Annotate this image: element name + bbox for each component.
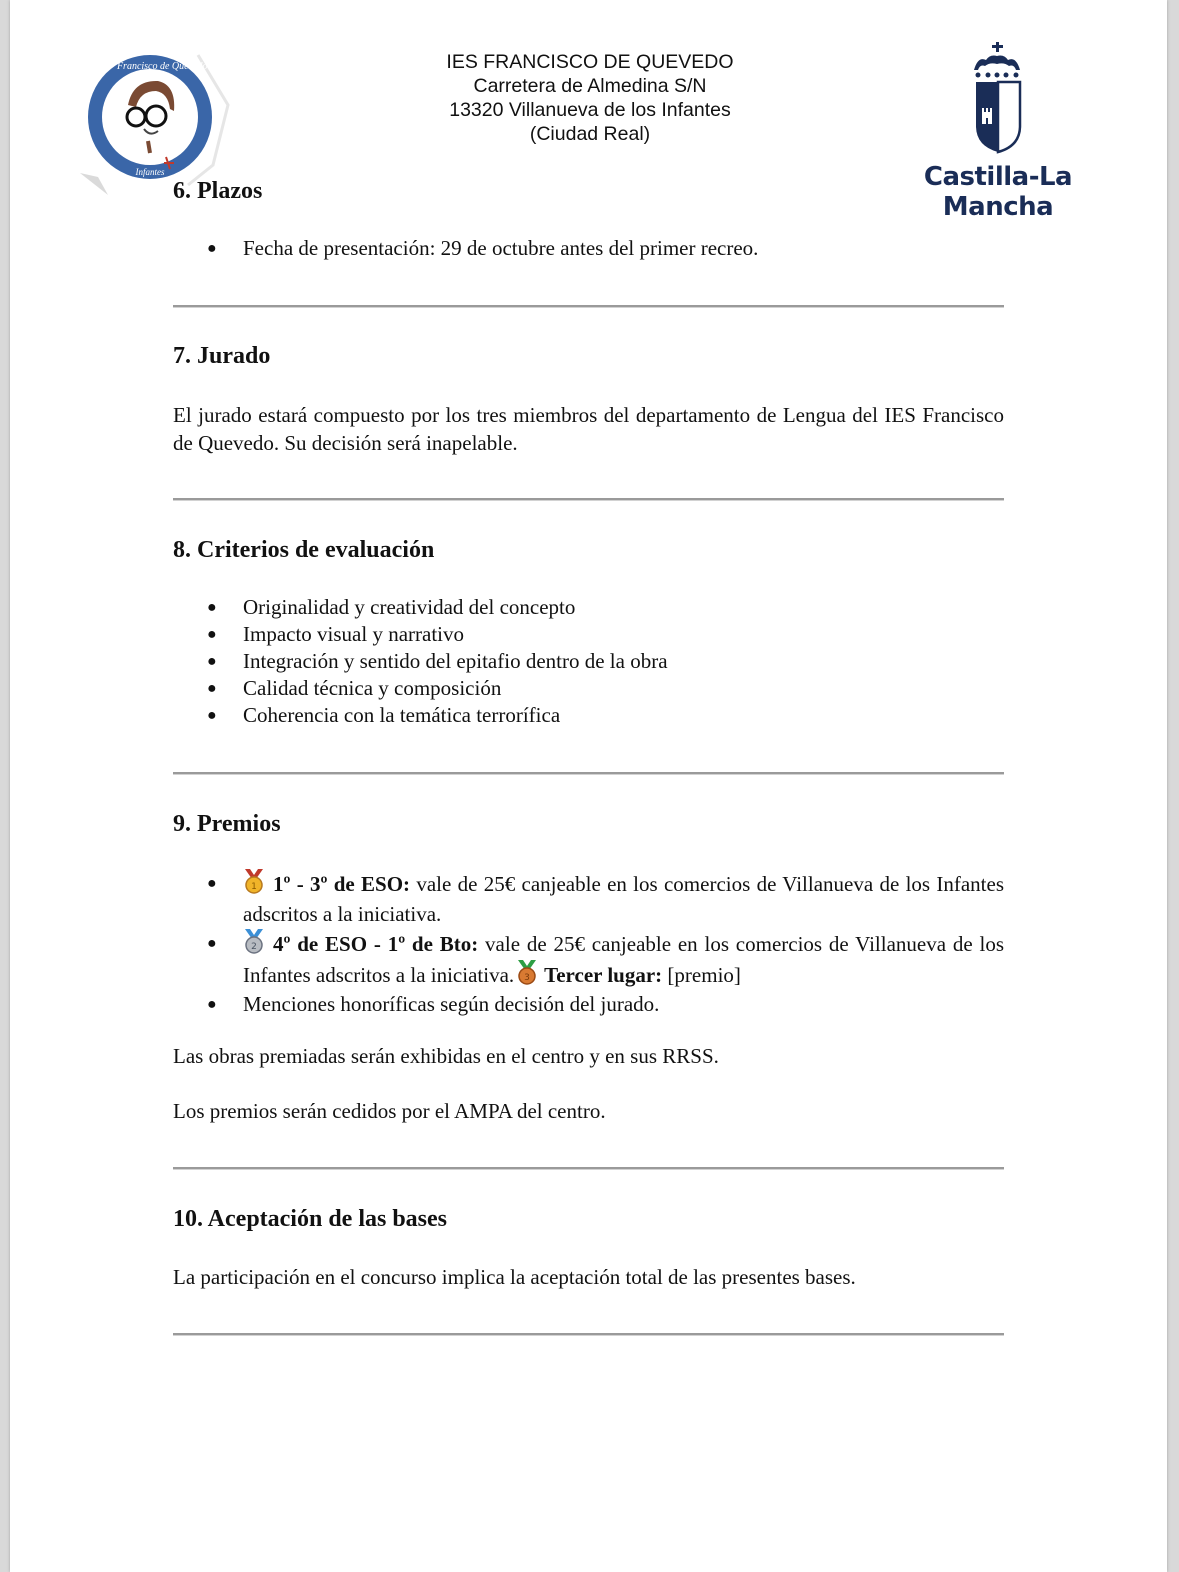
castilla-la-mancha-wordmark: Castilla-La Mancha: [923, 162, 1073, 222]
premios-list: [173, 869, 1004, 1020]
svg-text:1: 1: [251, 882, 257, 892]
bullet-icon: ●: [207, 599, 217, 616]
gold-medal-icon: [243, 869, 265, 894]
svg-text:I.E.S. "Francisco de Quevedo": I.E.S. "Francisco de Quevedo": [88, 61, 212, 72]
section-heading-plazos: 6. Plazos: [173, 178, 263, 204]
aceptacion-paragraph: La participación en el concurso implica la aceptación total de las presentes bases.: [173, 1265, 856, 1289]
school-seal-icon: [78, 45, 238, 195]
list-item: ● 1 1º - 3º de ESO: vale de 25€ canjeable en los comercios de Villanueva de los Infantes adscritos a la iniciativa.: [173, 869, 1004, 929]
address-line-1: Carretera de Almedina S/N: [473, 75, 707, 97]
bullet-icon: ●: [207, 707, 217, 724]
premios-note-exhibition: Las obras premiadas serán exhibidas en el centro y en sus RRSS.: [173, 1044, 719, 1068]
school-name: IES FRANCISCO DE QUEVEDO: [446, 51, 734, 73]
section-divider: [173, 498, 1004, 501]
bullet-icon: ●: [207, 935, 217, 952]
bullet-icon: ●: [207, 626, 217, 643]
school-logo: [78, 45, 238, 195]
bronze-medal-icon: [516, 960, 538, 985]
svg-text:Infantes: Infantes: [135, 167, 165, 177]
castilla-la-mancha-logo: [878, 42, 1118, 222]
list-item: ● Coherencia con la temática terrorífica: [207, 703, 561, 727]
list-item: ● Calidad técnica y composición: [207, 676, 502, 700]
jurado-paragraph: El jurado estará compuesto por los tres miembros del departamento de Lengua del IES Francisco de Quevedo. Su decisión será inapelable.: [173, 403, 1004, 455]
section-heading-aceptacion: 10. Aceptación de las bases: [173, 1206, 448, 1232]
plazos-list: [173, 235, 1004, 262]
section-heading-premios: 9. Premios: [173, 811, 281, 837]
svg-text:3: 3: [524, 972, 531, 983]
school-address-header: [390, 50, 790, 146]
address-line-2: 13320 Villanueva de los Infantes: [449, 99, 731, 121]
premios-note-ampa: Los premios serán cedidos por el AMPA del centro.: [173, 1099, 606, 1123]
bullet-icon: ●: [207, 240, 217, 257]
section-divider: [173, 1333, 1004, 1336]
list-item: ● Menciones honoríficas según decisión del jurado.: [173, 990, 1004, 1020]
list-item: ● 2 4º de ESO - 1º de Bto: vale de 25€ canjeable en los comercios de Villanueva de los Infantes adscritos a la iniciativa. 3 Tercer lugar: [premio]: [173, 929, 1004, 990]
section-divider: [173, 772, 1004, 775]
bullet-icon: ●: [207, 680, 217, 697]
list-item: ● Integración y sentido del epitafio dentro de la obra: [207, 649, 668, 673]
bullet-icon: ●: [207, 875, 217, 892]
bullet-icon: ●: [207, 653, 217, 670]
section-divider: [173, 1167, 1004, 1170]
section-heading-jurado: 7. Jurado: [173, 343, 271, 369]
bullet-icon: ●: [207, 996, 217, 1013]
section-heading-criterios: 8. Criterios de evaluación: [173, 537, 435, 563]
address-line-3: (Ciudad Real): [529, 123, 651, 145]
list-item: ● Impacto visual y narrativo: [207, 622, 465, 646]
list-item: ● Fecha de presentación: 29 de octubre antes del primer recreo.: [207, 236, 759, 260]
svg-text:2: 2: [251, 942, 257, 952]
criterios-list: [173, 594, 1004, 729]
silver-medal-icon: [243, 929, 265, 954]
document-page: [10, 0, 1167, 1572]
list-item: ● Originalidad y creatividad del concepto: [207, 595, 576, 619]
coat-of-arms-icon: [878, 42, 1118, 160]
section-divider: [173, 305, 1004, 308]
